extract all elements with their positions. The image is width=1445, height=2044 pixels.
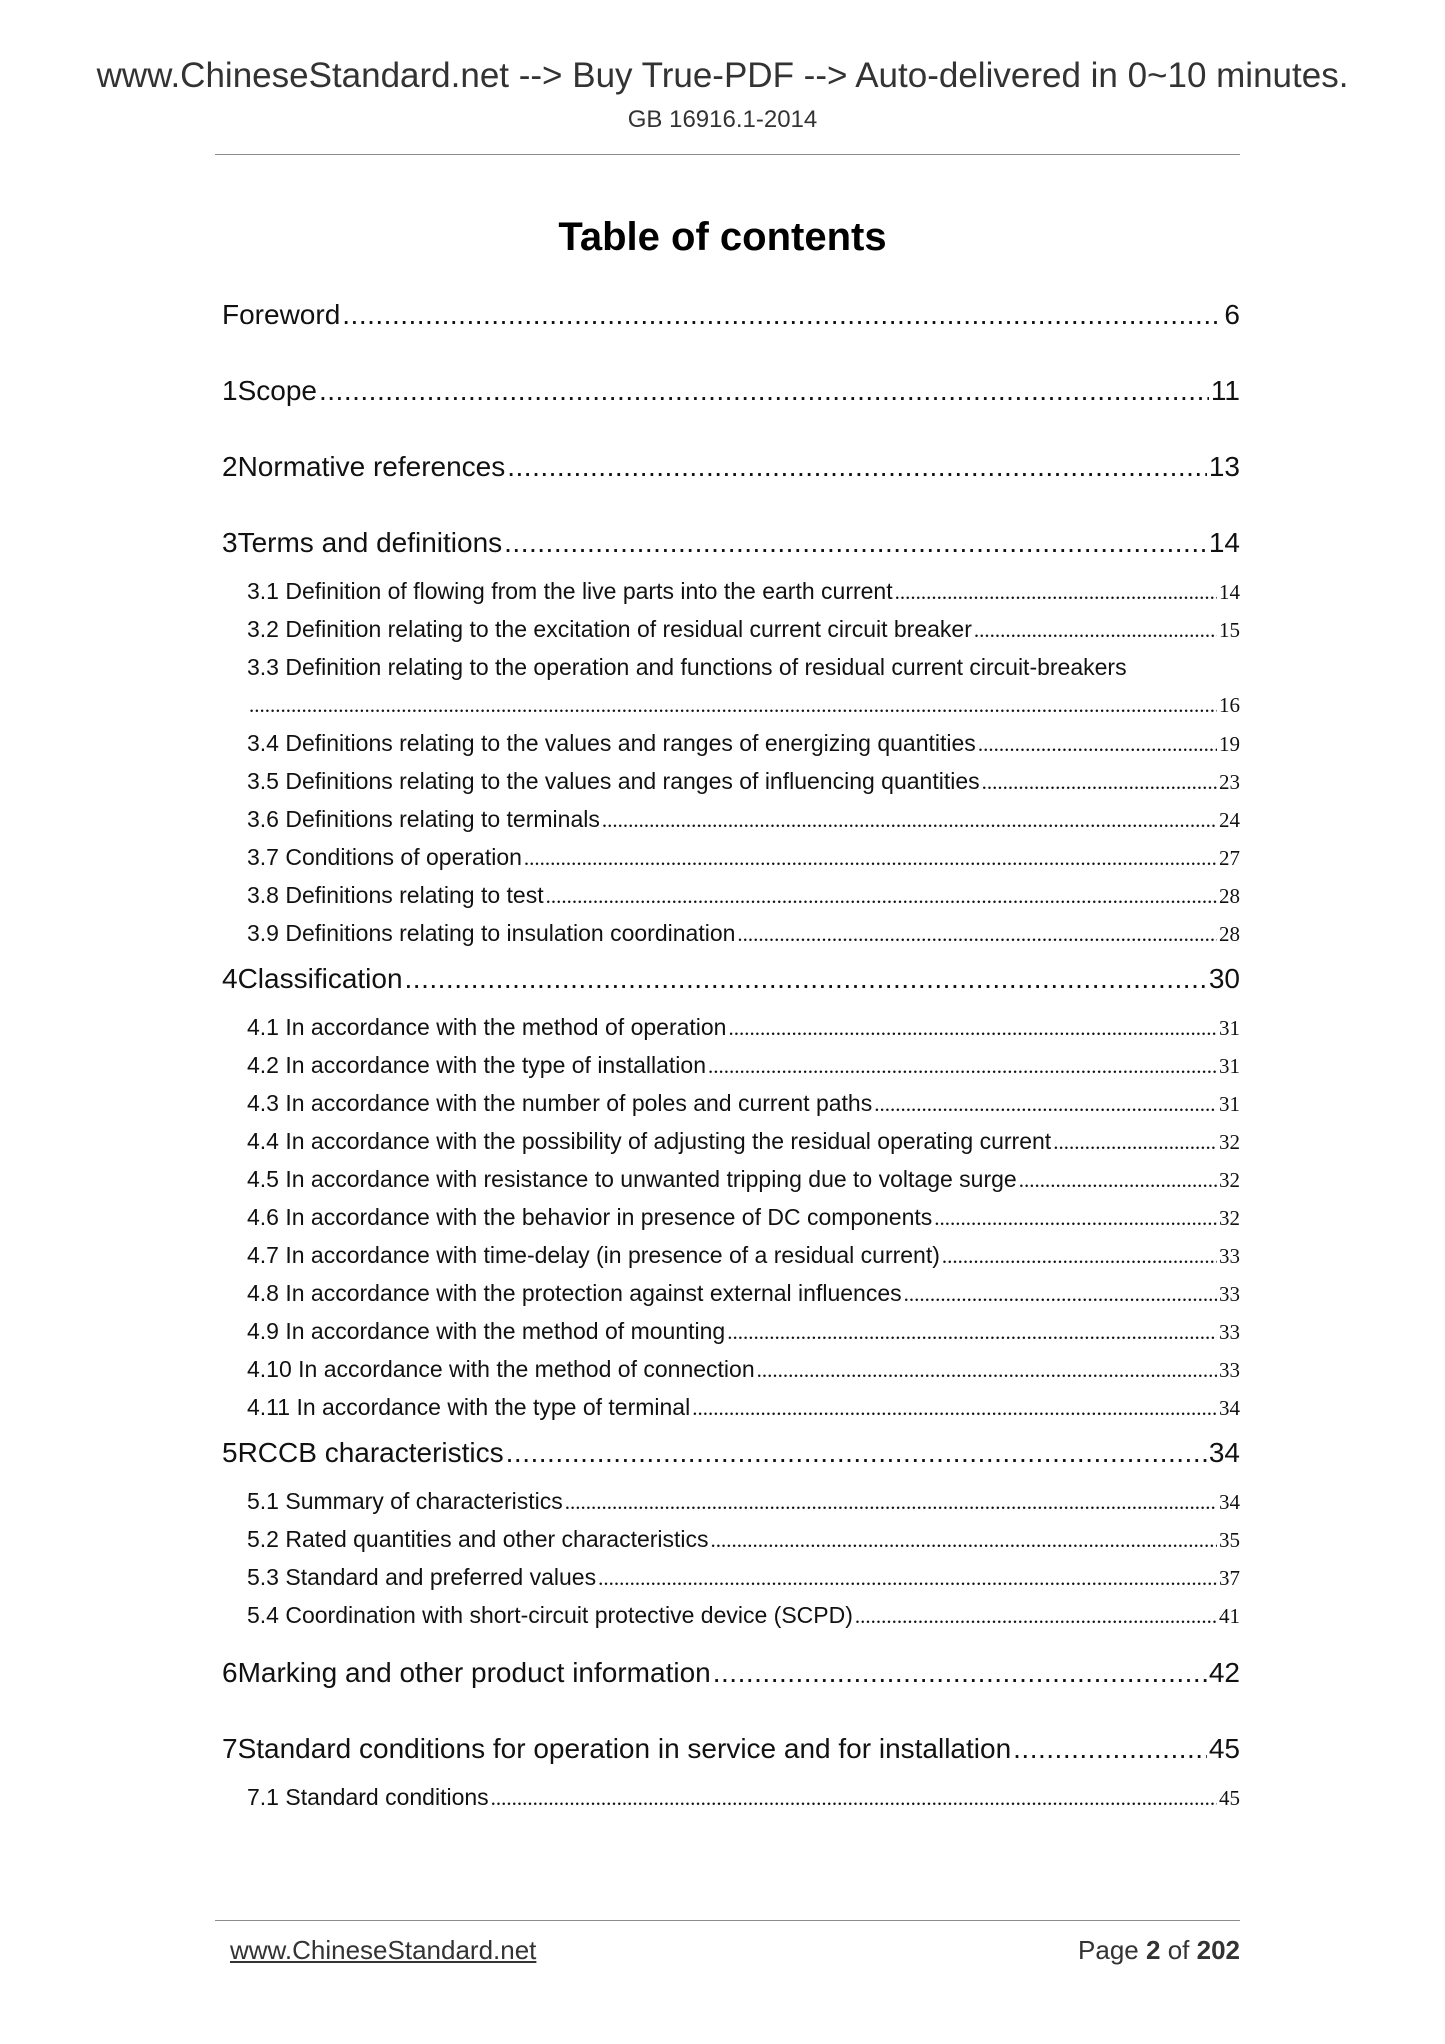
toc-subentry[interactable] [222, 1126, 1240, 1164]
toc-page-number: 33 [1219, 1244, 1240, 1268]
toc-subentry[interactable] [222, 1278, 1240, 1316]
toc-page-number: 45 [1208, 1733, 1240, 1764]
dot-leader [711, 1525, 1217, 1555]
toc-page-number: 30 [1208, 963, 1240, 994]
toc-sub-label: 5.4 Coordination with short-circuit protective device (SCPD) [247, 1602, 853, 1628]
toc-label: RCCB characteristics [237, 1437, 504, 1468]
toc-subentry[interactable] [222, 1012, 1240, 1050]
page-indicator [1078, 1935, 1240, 1966]
dot-leader [737, 919, 1217, 949]
toc-entry-section-7[interactable] [222, 1726, 1240, 1782]
toc-page-number: 41 [1219, 1604, 1240, 1628]
section-number: 5 [222, 1437, 238, 1468]
toc-subentry[interactable] [222, 1562, 1240, 1600]
toc-sub-label: 4.8 In accordance with the protection against external influences [247, 1280, 902, 1306]
toc-entry-foreword[interactable] [222, 292, 1240, 368]
toc-page-number: 28 [1219, 884, 1240, 908]
toc-page-number: 37 [1219, 1566, 1240, 1590]
toc-page-number: 24 [1219, 808, 1240, 832]
toc-subentry[interactable] [222, 1354, 1240, 1392]
toc-subentry[interactable] [222, 1164, 1240, 1202]
toc-subentry[interactable] [222, 652, 1240, 728]
toc-sub-label: 4.4 In accordance with the possibility of adjusting the residual operating current [247, 1128, 1052, 1154]
dot-leader [942, 1241, 1217, 1271]
toc-label: Marking and other product information [237, 1657, 711, 1688]
header-banner: www.ChineseStandard.net --> Buy True-PDF --> Auto-delivered in 0~10 minutes. [96, 56, 1349, 95]
toc-entry-section-2[interactable] [222, 444, 1240, 520]
toc-page-number: 42 [1208, 1657, 1240, 1688]
toc-label: Normative references [237, 451, 506, 482]
toc-label: Scope [237, 375, 317, 406]
toc-sub-label: 4.11 In accordance with the type of terminal [247, 1394, 691, 1420]
page-title: Table of contents [558, 215, 887, 259]
footer-site-link[interactable]: www.ChineseStandard.net [230, 1935, 537, 1965]
dot-leader [565, 1487, 1217, 1517]
toc-page-number: 31 [1219, 1092, 1240, 1116]
dot-leader [249, 690, 1217, 720]
toc-entry-section-6[interactable] [222, 1650, 1240, 1726]
dot-leader [342, 292, 1222, 338]
toc-entry-section-4[interactable] [222, 956, 1240, 1012]
toc-page-number: 11 [1210, 375, 1240, 406]
dot-leader [974, 615, 1217, 645]
toc-sub-label: 4.6 In accordance with the behavior in presence of DC components [247, 1204, 933, 1230]
toc-sub-label: 3.1 Definition of flowing from the live parts into the earth current [247, 578, 893, 604]
toc-entry-section-5[interactable] [222, 1430, 1240, 1486]
dot-leader [728, 1013, 1217, 1043]
dot-leader [978, 729, 1217, 759]
toc-subentry[interactable] [222, 614, 1240, 652]
toc-subentry[interactable] [222, 1240, 1240, 1278]
toc-page-number: 28 [1219, 922, 1240, 946]
standard-code: GB 16916.1-2014 [627, 106, 818, 133]
footer-divider [215, 1920, 1240, 1921]
toc-sub-label: 7.1 Standard conditions [247, 1784, 489, 1810]
dot-leader [904, 1279, 1217, 1309]
toc-subentry[interactable] [222, 1600, 1240, 1638]
toc-subentry[interactable] [222, 576, 1240, 614]
toc-page-number: 35 [1219, 1528, 1240, 1552]
page-prefix: Page [1078, 1935, 1139, 1965]
toc-page-number: 34 [1219, 1490, 1240, 1514]
toc-page-number: 34 [1219, 1396, 1240, 1420]
toc-sub-label: 3.2 Definition relating to the excitation of residual current circuit breaker [247, 616, 972, 642]
section-number: 2 [222, 451, 238, 482]
dot-leader [598, 1563, 1217, 1593]
toc-subentry[interactable] [222, 1316, 1240, 1354]
toc-sub-label: 3.6 Definitions relating to terminals [247, 806, 600, 832]
toc-page-number: 34 [1208, 1437, 1240, 1468]
toc-page-number: 33 [1219, 1320, 1240, 1344]
dot-leader [405, 956, 1207, 1002]
dot-leader [727, 1317, 1217, 1347]
page-of: of [1167, 1935, 1190, 1965]
toc-sub-label: 5.1 Summary of characteristics [247, 1488, 563, 1514]
toc-page-number: 45 [1219, 1786, 1240, 1810]
dot-leader [895, 577, 1217, 607]
toc-page-number: 23 [1219, 770, 1240, 794]
toc-sub-label: 3.8 Definitions relating to test [247, 882, 544, 908]
dot-leader [708, 1051, 1217, 1081]
toc-subentry[interactable] [222, 1524, 1240, 1562]
toc-label: Classification [237, 963, 403, 994]
toc-page-number: 31 [1219, 1016, 1240, 1040]
toc-page-number: 33 [1219, 1282, 1240, 1306]
toc-page-number: 16 [1219, 693, 1240, 717]
toc-subentry[interactable] [222, 1486, 1240, 1524]
total-pages: 202 [1196, 1935, 1240, 1965]
toc-sub-label: 4.9 In accordance with the method of mounting [247, 1318, 726, 1344]
dot-leader [602, 805, 1217, 835]
toc-page-number: 13 [1208, 451, 1240, 482]
section-number: 3 [222, 527, 238, 558]
toc-sub-label: 5.3 Standard and preferred values [247, 1564, 597, 1590]
toc-page-number: 14 [1219, 580, 1240, 604]
toc-subentry[interactable] [222, 1392, 1240, 1430]
dot-leader [1013, 1726, 1207, 1772]
dot-leader [757, 1355, 1217, 1385]
toc-subentry[interactable] [222, 804, 1240, 842]
dot-leader [1019, 1165, 1217, 1195]
toc-subentry[interactable] [222, 1050, 1240, 1088]
toc-sub-label: 4.10 In accordance with the method of connection [247, 1356, 755, 1382]
toc-label: Terms and definitions [237, 527, 503, 558]
section-number: 1 [222, 375, 238, 406]
toc-subentry[interactable] [222, 1088, 1240, 1126]
toc-sub-label: 4.7 In accordance with time-delay (in presence of a residual current) [247, 1242, 940, 1268]
dot-leader [855, 1601, 1217, 1631]
toc-page-number: 32 [1219, 1130, 1240, 1154]
toc-sub-label: 4.2 In accordance with the type of installation [247, 1052, 707, 1078]
toc-subentry[interactable] [222, 918, 1240, 956]
toc-page-number: 15 [1219, 618, 1240, 642]
toc-page-number: 27 [1219, 846, 1240, 870]
dot-leader [546, 881, 1217, 911]
section-number: 4 [222, 963, 238, 994]
dot-leader [982, 767, 1217, 797]
toc-page-number: 32 [1219, 1206, 1240, 1230]
toc-label: Foreword [222, 299, 341, 330]
dot-leader [713, 1650, 1207, 1696]
current-page: 2 [1145, 1935, 1161, 1965]
dot-leader [491, 1783, 1217, 1813]
toc-subentry[interactable] [222, 1202, 1240, 1240]
toc-sub-label: 3.5 Definitions relating to the values and ranges of influencing quantities [247, 768, 980, 794]
dot-leader [692, 1393, 1217, 1423]
toc-sub-label: 3.4 Definitions relating to the values and ranges of energizing quantities [247, 730, 976, 756]
dot-leader [934, 1203, 1217, 1233]
toc-entry-section-3[interactable] [222, 520, 1240, 576]
toc-sub-label: 3.7 Conditions of operation [247, 844, 522, 870]
section-number: 6 [222, 1657, 238, 1688]
toc-sub-label: 3.3 Definition relating to the operation and functions of residual current circuit-breakers [247, 654, 1127, 680]
toc-subentry[interactable] [222, 1782, 1240, 1820]
header-divider [215, 154, 1240, 155]
toc-sub-label: 4.5 In accordance with resistance to unwanted tripping due to voltage surge [247, 1166, 1017, 1192]
dot-leader [524, 843, 1217, 873]
toc-subentry[interactable] [222, 880, 1240, 918]
toc-page-number: 31 [1219, 1054, 1240, 1078]
dot-leader [1053, 1127, 1217, 1157]
dot-leader [507, 444, 1207, 490]
toc-page-number: 19 [1219, 732, 1240, 756]
dot-leader [504, 520, 1207, 566]
toc-entry-section-1[interactable] [222, 368, 1240, 444]
toc-page-number: 32 [1219, 1168, 1240, 1192]
toc-page-number: 33 [1219, 1358, 1240, 1382]
dot-leader [874, 1089, 1217, 1119]
dot-leader [506, 1430, 1207, 1476]
toc-label: Standard conditions for operation in service and for installation [237, 1733, 1012, 1764]
toc-sub-label: 5.2 Rated quantities and other characteristics [247, 1526, 709, 1552]
toc-subentry[interactable] [222, 728, 1240, 766]
toc-subentry[interactable] [222, 842, 1240, 880]
section-number: 7 [222, 1733, 238, 1764]
table-of-contents [222, 292, 1240, 1820]
toc-sub-label: 4.3 In accordance with the number of poles and current paths [247, 1090, 873, 1116]
toc-subentry[interactable] [222, 766, 1240, 804]
toc-sub-label: 4.1 In accordance with the method of operation [247, 1014, 727, 1040]
toc-sub-label: 3.9 Definitions relating to insulation coordination [247, 920, 736, 946]
toc-page-number: 14 [1208, 527, 1240, 558]
toc-page-number: 6 [1224, 299, 1240, 330]
dot-leader [319, 368, 1209, 414]
